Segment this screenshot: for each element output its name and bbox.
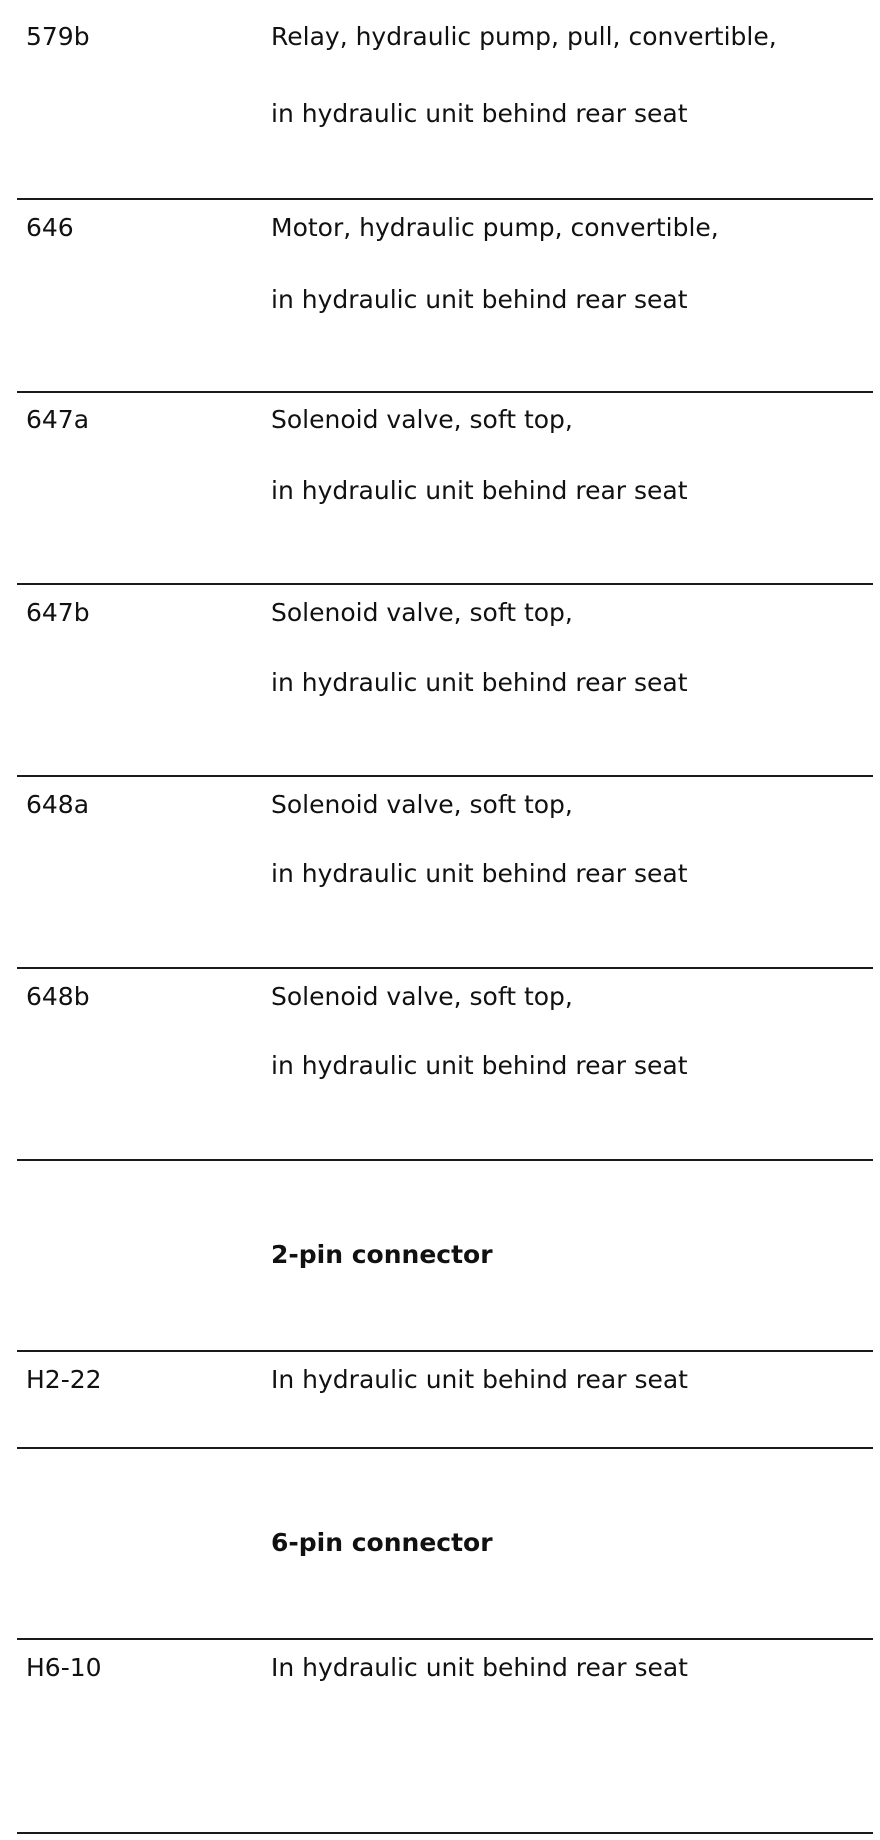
component-code: 648a <box>26 790 90 819</box>
component-location-line: in hydraulic unit behind rear seat <box>271 1051 688 1080</box>
divider <box>17 1447 873 1449</box>
component-location-line: in hydraulic unit behind rear seat <box>271 859 688 888</box>
divider <box>17 1350 873 1352</box>
component-location-line: in hydraulic unit behind rear seat <box>271 285 688 314</box>
component-description-line: Relay, hydraulic pump, pull, convertible, <box>271 22 777 51</box>
component-description-line: Solenoid valve, soft top, <box>271 405 573 434</box>
section-heading: 6-pin connector <box>271 1528 493 1557</box>
component-code: 648b <box>26 982 90 1011</box>
divider <box>17 967 873 969</box>
component-description-line: Solenoid valve, soft top, <box>271 982 573 1011</box>
connector-location-line: In hydraulic unit behind rear seat <box>271 1653 688 1682</box>
divider <box>17 391 873 393</box>
component-description-line: Solenoid valve, soft top, <box>271 598 573 627</box>
divider <box>17 1638 873 1640</box>
component-description-line: Solenoid valve, soft top, <box>271 790 573 819</box>
component-location-line: in hydraulic unit behind rear seat <box>271 476 688 505</box>
component-location-line: in hydraulic unit behind rear seat <box>271 668 688 697</box>
component-code: 647a <box>26 405 90 434</box>
divider <box>17 1159 873 1161</box>
connector-code: H6-10 <box>26 1653 102 1682</box>
component-description-line: Motor, hydraulic pump, convertible, <box>271 213 719 242</box>
component-location-line: in hydraulic unit behind rear seat <box>271 99 688 128</box>
connector-code: H2-22 <box>26 1365 102 1394</box>
component-code: 646 <box>26 213 74 242</box>
divider <box>17 775 873 777</box>
component-code: 579b <box>26 22 90 51</box>
connector-location-line: In hydraulic unit behind rear seat <box>271 1365 688 1394</box>
divider <box>17 583 873 585</box>
divider <box>17 1832 873 1834</box>
section-heading: 2-pin connector <box>271 1240 493 1269</box>
component-code: 647b <box>26 598 90 627</box>
divider <box>17 198 873 200</box>
